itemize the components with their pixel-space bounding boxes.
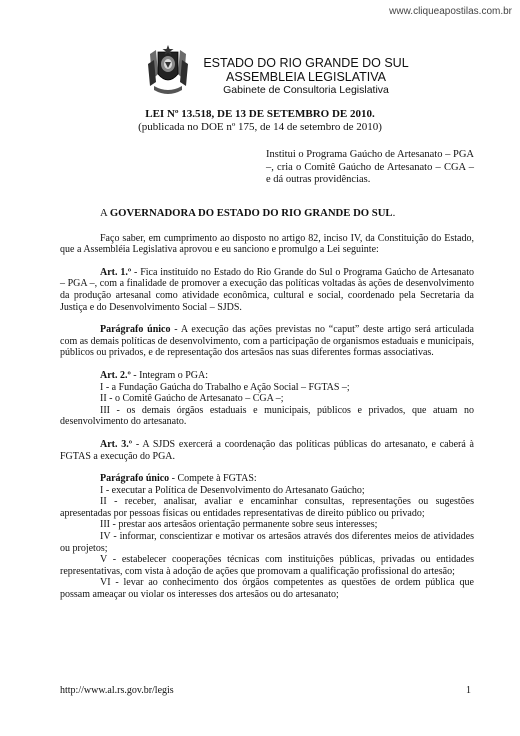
article-3-label: Art. 3.º — [100, 438, 133, 450]
article-1 — [60, 267, 474, 313]
article-2-item: III - os demais órgãos estaduais e municipais, públicos e privados, que atuam no desenvolvimento do artesanato. — [60, 404, 474, 428]
article-1-text: - Fica instituído no Estado do Rio Grande do Sul o Programa Gaúcho de Artesanato – PGA –, com a finalidade de promover a execução das políticas voltadas às ações de desenvolvimento da produção artesanal como atividade econômica, cultural e social, coordenado pela Secretaria da Justiça e do Desenvolvimento Social – SJDS. — [60, 266, 474, 313]
watermark: www.cliqueapostilas.com.br — [389, 6, 512, 17]
article-2-text: - Integram o PGA: — [130, 369, 209, 381]
article-2-item: I - a Fundação Gaúcha do Trabalho e Ação Social – FGTAS –; — [100, 381, 350, 393]
article-2-label: Art. 2.º — [100, 369, 131, 381]
governor-prefix: A — [100, 207, 110, 219]
law-title: LEI Nº 13.518, DE 13 DE SETEMBRO DE 2010. — [145, 108, 375, 120]
governor-title: GOVERNADORA DO ESTADO DO RIO GRANDE DO SUL — [109, 207, 393, 219]
paragraph-unico-3-item: II - receber, analisar, avaliar e encaminhar consultas, representações ou sugestões apresentadas por pessoas físicas ou entidades representativas de direito público ou privado; — [60, 496, 474, 519]
law-publication: (publicada no DOE nº 175, de 14 de setembro de 2010) — [138, 121, 382, 133]
article-3-text: - A SJDS exercerá a coordenação das políticas públicas do artesanato, e caberá à FGTAS a execução do PGA. — [60, 438, 475, 462]
paragraph-unico-3-item: III - prestar aos artesãos orientação permanente sobre seus interesses; — [100, 519, 378, 531]
paragraph-unico-3-item: I - executar a Política de Desenvolvimento do Artesanato Gaúcho; — [100, 484, 365, 496]
law-ementa: Institui o Programa Gaúcho de Artesanato – PGA –, cria o Comitê Gaúcho de Artesanato – CGA – e dá outras providências. — [266, 149, 474, 185]
footer-link[interactable]: http://www.al.rs.gov.br/legis — [60, 685, 174, 696]
governor-suffix: . — [392, 207, 396, 219]
header-state: ESTADO DO RIO GRANDE DO SUL — [203, 56, 409, 70]
coat-of-arms-icon — [146, 44, 190, 96]
paragraph-unico-3-item: V - estabelecer cooperações técnicas com instituições públicas, privadas ou entidades representativas, com vista à adoção de ações que promovam a qualificação profissional do artesão; — [60, 554, 474, 577]
paragraph-unico-3-label: Parágrafo único — [100, 473, 170, 485]
header-office: Gabinete de Consultoria Legislativa — [223, 84, 389, 96]
paragraph-unico-1 — [60, 324, 474, 359]
paragraph-unico-1-label: Parágrafo único — [100, 324, 171, 336]
paragraph-unico-3-item: VI - levar ao conhecimento dos órgãos competentes as questões de ordem pública que possam ameaçar ou violar os interesses dos artesãos ou do artesanato; — [60, 577, 474, 601]
article-2 — [60, 370, 474, 382]
document-header — [196, 56, 416, 97]
law-body — [60, 208, 474, 601]
paragraph-unico-3 — [60, 473, 474, 485]
page-number: 1 — [466, 685, 471, 696]
paragraph-unico-3-text: - Compete à FGTAS: — [169, 473, 257, 485]
paragraph-unico-1-text: - A execução das ações previstas no “caput” deste artigo será articulada com as demais políticas de desenvolvimento, com a participação de organismos estaduais e municipais, públicos ou privados, e de representação dos artesãos nas suas diferentes formas associativas. — [60, 324, 474, 359]
article-3 — [60, 439, 474, 462]
governor-heading — [60, 208, 474, 220]
article-1-label: Art. 1.º — [100, 266, 132, 278]
article-2-item: II - o Comitê Gaúcho de Artesanato – CGA –; — [100, 393, 284, 405]
intro-paragraph: Faço saber, em cumprimento ao disposto no artigo 82, inciso IV, da Constituição do Estado, que a Assembléia Legislativa aprovou e eu sanciono e promulgo a Lei seguinte: — [60, 232, 474, 256]
header-assembly: ASSEMBLEIA LEGISLATIVA — [225, 70, 387, 84]
paragraph-unico-3-item: IV - informar, conscientizar e motivar os artesãos através dos diferentes meios de atividades ou projetos; — [60, 531, 474, 554]
